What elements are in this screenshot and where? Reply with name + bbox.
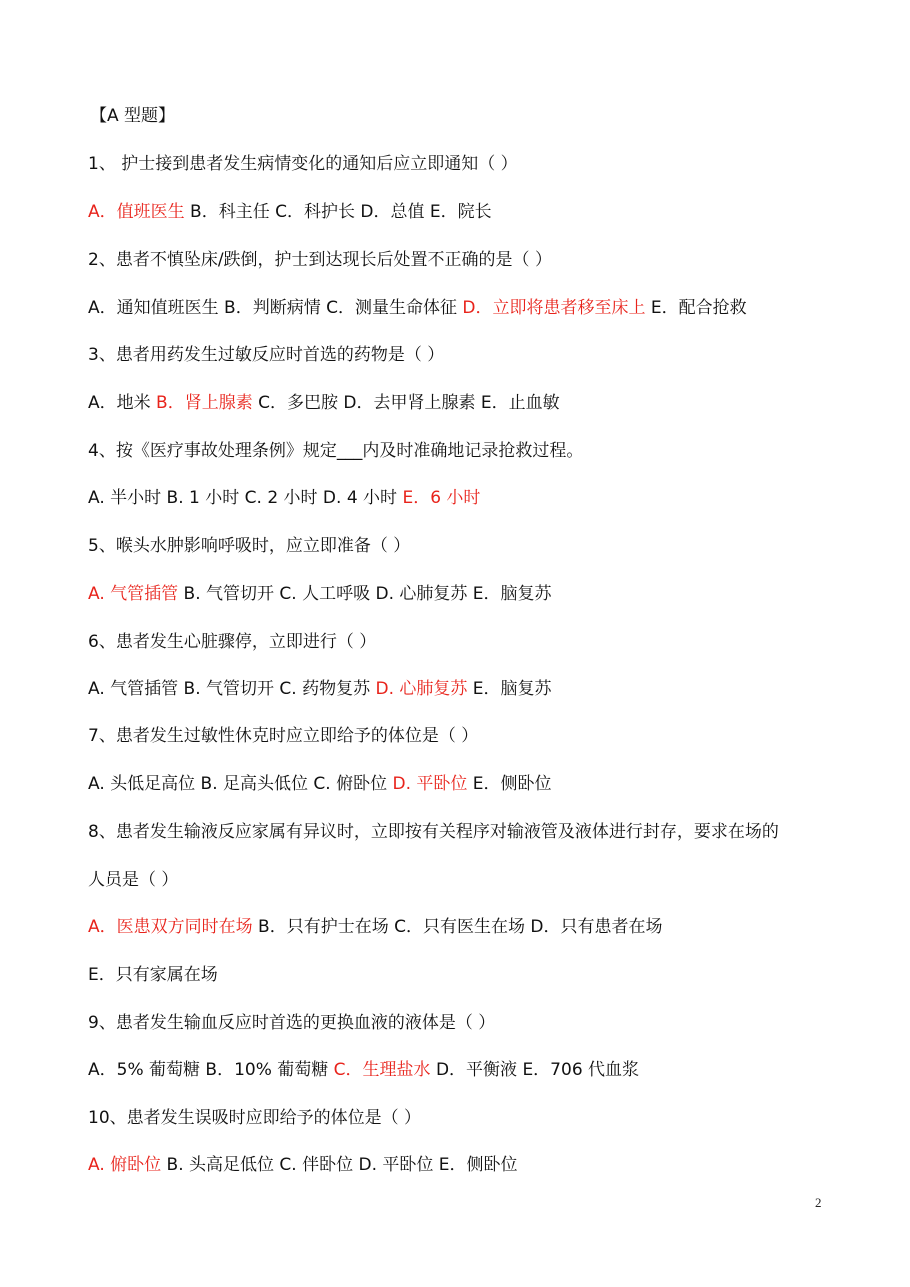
question-9-correct-option: C．生理盐水 bbox=[333, 1060, 431, 1080]
question-8-options-after: B．只有护士在场 C．只有医生在场 D．只有患者在场 bbox=[252, 917, 663, 937]
question-10-options-after: B. 头高足低位 C. 伴卧位 D. 平卧位 E．侧卧位 bbox=[161, 1155, 518, 1175]
question-3-options-before: A．地米 bbox=[88, 393, 157, 413]
question-7-options-after: E．侧卧位 bbox=[467, 774, 552, 794]
question-8-stem-continued: 人员是（ ） bbox=[88, 870, 179, 890]
question-2-stem: 2、患者不慎坠床/跌倒，护士到达现长后处置不正确的是（ ） bbox=[88, 250, 552, 270]
question-5-options bbox=[88, 582, 552, 606]
question-1-other-options: B．科主任 C．科护长 D．总值 E．院长 bbox=[184, 202, 492, 222]
question-10-stem: 10、患者发生误吸时应即给予的体位是（ ） bbox=[88, 1108, 422, 1128]
question-5-correct-option: A. 气管插管 bbox=[88, 584, 179, 604]
question-1-correct-option: A．值班医生 bbox=[88, 202, 185, 222]
question-5-options-after: B. 气管切开 C. 人工呼吸 D. 心肺复苏 E．脑复苏 bbox=[178, 584, 552, 604]
question-4-correct-option: E．6 小时 bbox=[402, 488, 481, 508]
question-3-options bbox=[88, 391, 560, 415]
question-8-correct-option: A．医患双方同时在场 bbox=[88, 917, 253, 937]
question-4-options bbox=[88, 486, 480, 510]
question-6-options-after: E．脑复苏 bbox=[467, 679, 552, 699]
page-number: 2 bbox=[815, 1195, 822, 1210]
question-9-options-before: A．5% 葡萄糖 B．10% 葡萄糖 bbox=[88, 1060, 334, 1080]
question-4-options-before: A. 半小时 B. 1 小时 C. 2 小时 D. 4 小时 bbox=[88, 488, 403, 508]
question-3-stem: 3、患者用药发生过敏反应时首选的药物是（ ） bbox=[88, 345, 445, 365]
question-1-stem: 1、 护士接到患者发生病情变化的通知后应立即通知（ ） bbox=[88, 154, 518, 174]
question-7-options-before: A. 头低足高位 B. 足高头低位 C. 俯卧位 bbox=[88, 774, 393, 794]
question-6-correct-option: D. 心肺复苏 bbox=[375, 679, 468, 699]
question-7-stem: 7、患者发生过敏性休克时应立即给予的体位是（ ） bbox=[88, 726, 479, 746]
question-4-stem: 4、按《医疗事故处理条例》规定___内及时准确地记录抢救过程。 bbox=[88, 441, 584, 461]
question-5-stem: 5、喉头水肿影响呼吸时，应立即准备（ ） bbox=[88, 536, 411, 556]
question-1-options bbox=[88, 200, 492, 224]
section-title: 【A 型题】 bbox=[90, 106, 176, 126]
question-3-options-after: C．多巴胺 D．去甲肾上腺素 E．止血敏 bbox=[252, 393, 560, 413]
question-8-stem: 8、患者发生输液反应家属有异议时，立即按有关程序对输液管及液体进行封存，要求在场的 bbox=[88, 822, 779, 842]
question-9-options-after: D．平衡液 E．706 代血浆 bbox=[430, 1060, 640, 1080]
question-2-correct-option: D．立即将患者移至床上 bbox=[462, 298, 646, 318]
question-3-correct-option: B．肾上腺素 bbox=[156, 393, 253, 413]
question-10-options bbox=[88, 1153, 518, 1177]
question-9-stem: 9、患者发生输血反应时首选的更换血液的液体是（ ） bbox=[88, 1013, 496, 1033]
question-7-correct-option: D. 平卧位 bbox=[392, 774, 468, 794]
question-2-options bbox=[88, 296, 747, 320]
question-2-options-before: A．通知值班医生 B．判断病情 C．测量生命体征 bbox=[88, 298, 463, 318]
question-6-options-before: A. 气管插管 B. 气管切开 C. 药物复苏 bbox=[88, 679, 376, 699]
question-6-stem: 6、患者发生心脏骤停，立即进行（ ） bbox=[88, 632, 377, 652]
question-8-options bbox=[88, 915, 662, 939]
question-10-correct-option: A. 俯卧位 bbox=[88, 1155, 162, 1175]
question-2-options-after: E．配合抢救 bbox=[645, 298, 747, 318]
question-8-options-continued: E．只有家属在场 bbox=[88, 965, 218, 985]
question-6-options bbox=[88, 677, 552, 701]
question-7-options bbox=[88, 772, 552, 796]
question-9-options bbox=[88, 1058, 639, 1082]
